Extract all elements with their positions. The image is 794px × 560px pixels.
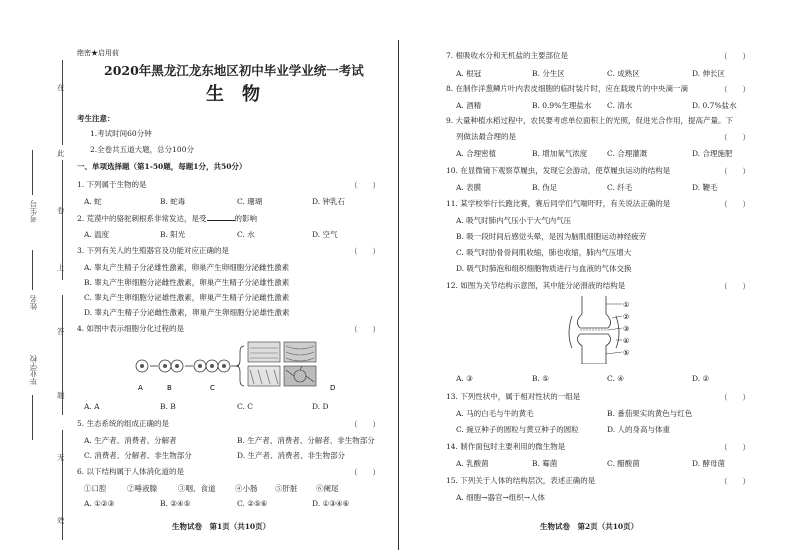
question-stem: 12. 如图为关节结构示意图，其中能分泌滑液的结构是 [446, 281, 626, 290]
answer-paren: （ ） [720, 393, 750, 402]
option-a: A. 生产者、消费者、分解者 [84, 436, 177, 445]
option-c: C. 纤毛 [607, 183, 633, 192]
question-stem: 10. 在显微镜下观察草履虫，发现它会游动，使草履虫运动的结构是 [446, 166, 671, 175]
label-school: 毕业学校 [29, 355, 38, 385]
label-exam-number: 考生号 [29, 200, 38, 223]
question-stem: 14. 制作面包时主要利用的微生物是 [446, 442, 566, 451]
option-b: B. 睾丸产生卵细胞分泌雌性激素，卵巢产生精子分泌雄性激素 [84, 278, 290, 287]
option-d: D. 睾丸产生精子分泌雌性激素，卵巢产生卵细胞分泌雄性激素 [84, 308, 290, 317]
option-a: A. 酒精 [456, 101, 482, 110]
question-stem: 11. 某学校举行长跑比赛，赛后同学们气喘吁吁，有关说法正确的是 [446, 199, 671, 208]
option-c: C. 吸气时肋骨骨间肌收缩，肺也收缩，肺内气压增大 [456, 248, 632, 257]
option-c: C. 睾丸产生卵细胞分泌雄性激素，卵巢产生精子分泌雌性激素 [84, 293, 290, 302]
option-a: A. 细胞→器官→组织→人体 [456, 493, 546, 502]
option-c: C. 水 [237, 230, 255, 239]
subject-title: 生 物 [206, 84, 260, 105]
answer-paren: （ ） [350, 325, 380, 334]
answer-paren: （ ） [720, 133, 750, 142]
figure-label: ③ [623, 325, 630, 333]
option-b: B. B [160, 402, 176, 411]
option-a: A. 乳酸菌 [456, 459, 489, 468]
question-stem-cont: 列做法最合理的是 [456, 132, 516, 141]
option-a: A. 表膜 [456, 183, 482, 192]
option-a: A. ①②③ [84, 499, 115, 508]
option-d: D. 0.7%盐水 [692, 101, 737, 110]
option-b: B. 蛇毒 [160, 197, 186, 206]
question-stem: 5. 生态系统的组成正确的是 [77, 419, 170, 428]
option-a: A. 睾丸产生精子分泌雄性激素，卵巢产生卵细胞分泌雌性激素 [84, 263, 290, 272]
figure-label: B [167, 384, 172, 392]
option-c: C. 醋酸菌 [607, 459, 640, 468]
answer-paren: （ ） [350, 468, 380, 477]
figure-label: C [210, 384, 215, 392]
question-stem: 8. 在制作洋葱鳞片叶内表皮细胞的临时装片时，应在载玻片的中央滴一滴 [446, 84, 689, 93]
option-d: D. 生产者、消费者、非生物部分 [237, 451, 346, 460]
option-d: D. D [312, 402, 329, 411]
option-d: D. 空气 [312, 230, 338, 239]
option-c: C. 清水 [607, 101, 633, 110]
answer-paren: （ ） [720, 443, 750, 452]
figure-label: ④ [623, 337, 630, 345]
question-stem: 7. 根吸收水分和无机盐的主要部位是 [446, 51, 569, 60]
secret-mark: 绝密★启用前 [77, 49, 119, 57]
option-d: D. 伸长区 [692, 69, 726, 78]
option-d: D. 合理施肥 [692, 149, 733, 158]
option-d: D. ①③④⑥ [312, 499, 350, 508]
option-b: B. 0.9%生理盐水 [532, 101, 592, 110]
option-d: D. 人的身高与体重 [607, 425, 671, 434]
option-d: D. 酵母菌 [692, 459, 726, 468]
option-a: A. 温度 [84, 230, 110, 239]
answer-paren: （ ） [350, 420, 380, 429]
option-a: A. 合理密植 [456, 149, 497, 158]
answer-paren: （ ） [350, 247, 380, 256]
option-b: B. 霉菌 [532, 459, 558, 468]
answer-paren: （ ） [720, 200, 750, 209]
seal-char: 效 [57, 516, 65, 525]
note-item: 2.全卷共五道大题，总分100分 [90, 145, 194, 154]
seal-char: 在 [57, 83, 65, 92]
label-name: 姓名 [29, 295, 38, 310]
answer-paren: （ ） [720, 477, 750, 486]
option-b: B. 增加氧气浓度 [532, 149, 588, 158]
option-a: A. A [84, 402, 100, 411]
option-c: C. ②⑤⑥ [237, 499, 268, 508]
stem-part: 的影响 [234, 214, 258, 223]
option-a: A. 根冠 [456, 69, 482, 78]
option-a: A. ③ [456, 374, 473, 383]
footer-left: 生物试卷 第1页（共10页） [172, 522, 271, 531]
option-c: C. 珊瑚 [237, 197, 263, 206]
figure-label: A [138, 384, 143, 392]
option-b: B. ②④⑤ [160, 499, 191, 508]
seal-char: 题 [57, 391, 65, 400]
question-stem [77, 213, 257, 224]
item: ④小肠 [235, 484, 258, 493]
option-d: D. 吸气时肺泡和组织细胞物质进行与血液的气体交换 [456, 264, 632, 273]
item: ①口腔 [84, 484, 107, 493]
note-item: 1.考试时间60分钟 [90, 129, 152, 138]
figure-label: ⑤ [623, 349, 630, 357]
answer-paren: （ ） [720, 85, 750, 94]
option-b: B. 分生区 [532, 69, 565, 78]
seal-char: 上 [57, 263, 65, 272]
answer-paren: （ ） [720, 52, 750, 61]
option-d: D. 鞭毛 [692, 183, 718, 192]
question-stem: 3. 下列有关人的生殖器官及功能对应正确的是 [77, 246, 230, 255]
option-b: B. 伪足 [532, 183, 558, 192]
figure-label: D [330, 384, 336, 392]
figure-label: ② [623, 313, 630, 321]
option-c: C. 豌豆种子的圆粒与黄豆种子的圆粒 [456, 425, 579, 434]
question-stem: 9. 大量种植水稻过程中，农民要考虑单位面积上的光照，促进光合作用，提高产量。下 [446, 116, 734, 125]
question-stem: 6. 以下结构属于人体消化道的是 [77, 467, 185, 476]
notes-heading: 考生注意： [77, 114, 115, 123]
stem-part: 2. 荒漠中的骆驼刺根系非常发达，是受 [77, 214, 207, 223]
option-b: B. 生产者、消费者、分解者、非生物部分 [237, 436, 375, 445]
question-stem: 4. 如图中表示细胞分化过程的是 [77, 324, 185, 333]
fill-line [32, 150, 33, 195]
option-d: D. ② [692, 374, 710, 383]
item: ⑥阑尾 [316, 484, 339, 493]
fill-line [32, 395, 33, 440]
option-c: C. 消费者、分解者、非生物部分 [84, 451, 192, 460]
answer-paren: （ ） [720, 282, 750, 291]
option-b: B. 阳光 [160, 230, 186, 239]
joint-diagram [560, 296, 640, 364]
option-a: A. 吸气时肺内气压小于大气内气压 [456, 216, 572, 225]
option-b: B. 吸一段时间后感觉头晕，是因为脑肌细胞运动神经疲劳 [456, 232, 647, 241]
seal-char: 答 [57, 327, 65, 336]
blank-line [207, 213, 235, 221]
question-stem: 1. 下列属于生物的是 [77, 180, 147, 189]
option-d: D. 钟乳石 [312, 197, 346, 206]
option-b: B. 番茄果实的黄色与红色 [607, 409, 693, 418]
item: ⑤肝脏 [275, 484, 298, 493]
option-c: C. 成熟区 [607, 69, 640, 78]
page-divider [398, 40, 399, 550]
question-stem: 13. 下列性状中，属于相对性状的一组是 [446, 392, 581, 401]
option-c: C. C [237, 402, 253, 411]
margin-line [62, 60, 63, 145]
answer-paren: （ ） [720, 167, 750, 176]
seal-char: 无 [57, 453, 65, 462]
seal-char: 此 [57, 149, 65, 158]
item: ②唾液腺 [127, 484, 157, 493]
figure-label: ① [623, 301, 630, 309]
option-a: A. 马的白毛与牛的黄毛 [456, 409, 534, 418]
option-b: B. ⑤ [532, 374, 550, 383]
option-c: C. 合理灌溉 [607, 149, 648, 158]
fill-line [32, 250, 33, 290]
item: ③咽、食道 [178, 484, 216, 493]
option-c: C. ④ [607, 374, 624, 383]
cell-differentiation-figure [130, 338, 360, 393]
seal-char: 卷 [57, 206, 65, 215]
question-stem: 15. 下列关于人体的结构层次，表述正确的是 [446, 476, 596, 485]
option-a: A. 蛇 [84, 197, 102, 206]
exam-title: 2020年黑龙江龙东地区初中毕业学业统一考试 [104, 63, 364, 78]
footer-right: 生物试卷 第2页（共10页） [540, 522, 639, 531]
answer-paren: （ ） [350, 181, 380, 190]
section-title: 一、单项选择题（第1-50题，每题1分，共50分） [77, 162, 247, 171]
